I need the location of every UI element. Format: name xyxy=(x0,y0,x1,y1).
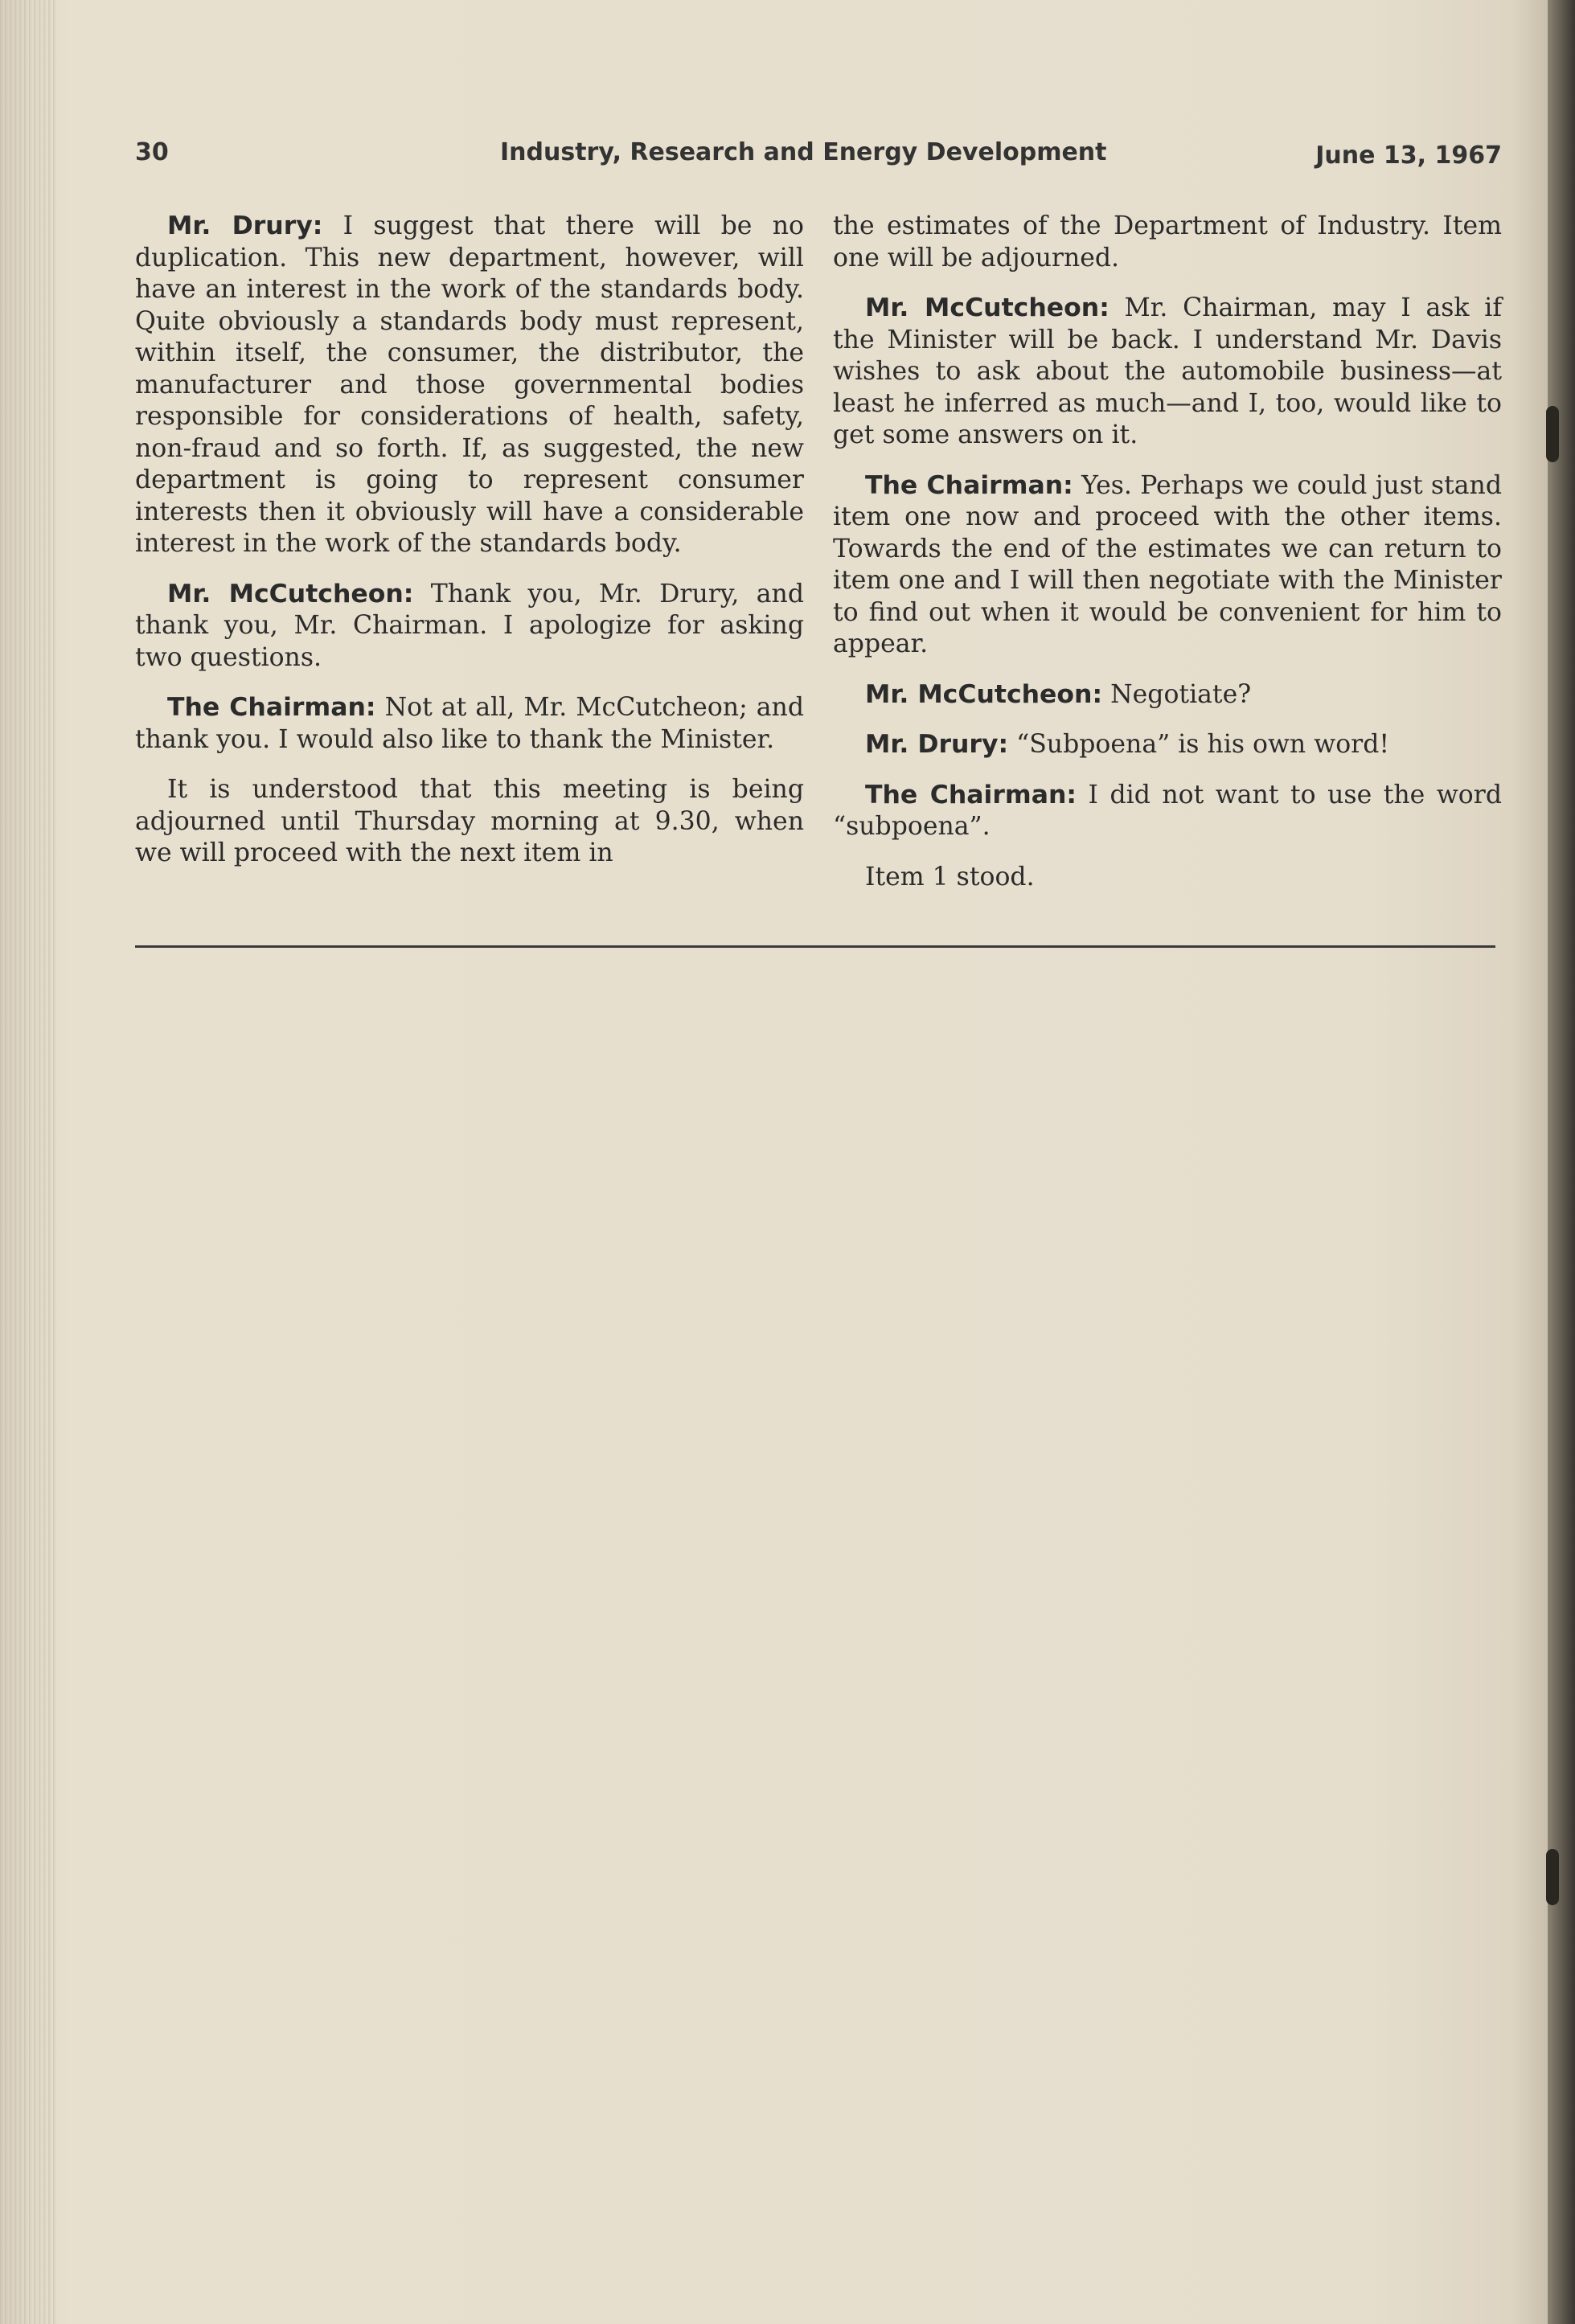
paragraph-text: Item 1 stood. xyxy=(865,862,1035,891)
paragraph-text: Yes. Perhaps we could just stand item one now and proceed with the other items. Towards the end of the estimates we can return to item one and I will then negotiate with the Minister to find out when it would be convenient for him to appear. xyxy=(833,470,1502,658)
right-column xyxy=(833,211,1502,912)
paragraph-text: Mr. Chairman, may I ask if the Minister will be back. I understand Mr. Davis wishes to ask about the automobile business—at least he inferred as much—and I, too, would like to get some answers on it. xyxy=(833,293,1502,449)
paragraph-text: I did not want to use the word “subpoena”. xyxy=(833,780,1502,841)
paragraph xyxy=(135,579,804,674)
paragraph xyxy=(833,211,1502,274)
speaker-name: Mr. Drury: xyxy=(865,730,1009,759)
speaker-name: Mr. McCutcheon: xyxy=(865,679,1103,709)
paragraph xyxy=(833,293,1502,452)
speaker-name: Mr. McCutcheon: xyxy=(167,579,414,609)
paragraph-text: It is understood that this meeting is being adjourned until Thursday morning at 9.30, when we will proceed with the next item in xyxy=(135,775,804,867)
paragraph-text: Thank you, Mr. Drury, and thank you, Mr. Chairman. I apologize for asking two questions. xyxy=(135,579,804,672)
speaker-name: Mr. Drury: xyxy=(167,211,323,240)
left-column xyxy=(135,211,804,888)
paragraph xyxy=(833,729,1502,761)
section-divider xyxy=(135,945,1495,948)
paragraph-text: the estimates of the Department of Industry. Item one will be adjourned. xyxy=(833,211,1502,273)
book-edge xyxy=(1548,0,1575,2324)
paragraph-text: I suggest that there will be no duplication. This new department, however, will have an interest in the work of the standards body. Quite obviously a standards body must represent, within itself, the consumer, the distributor, the manufacturer and those governmental bodies responsible for considerations of health, safety, non-fraud and so forth. If, as suggested, the new department is going to represent consumer interests then it obviously will have a considerable interest in the work of the standards body. xyxy=(135,211,804,558)
paragraph-text: “Subpoena” is his own word! xyxy=(1008,730,1390,759)
paragraph xyxy=(833,862,1502,894)
paragraph xyxy=(135,211,804,560)
running-header xyxy=(135,138,1502,178)
paragraph xyxy=(135,692,804,756)
thumb-tab xyxy=(1546,1849,1559,1905)
paragraph-text: Not at all, Mr. McCutcheon; and thank you. I would also like to thank the Minister. xyxy=(135,693,804,754)
paragraph xyxy=(833,470,1502,661)
speaker-name: The Chairman: xyxy=(167,693,376,722)
page-date: June 13, 1967 xyxy=(1315,141,1502,170)
thumb-tab xyxy=(1546,406,1559,462)
speaker-name: The Chairman: xyxy=(865,780,1077,810)
speaker-name: Mr. McCutcheon: xyxy=(865,293,1109,322)
paragraph xyxy=(833,780,1502,843)
speaker-name: The Chairman: xyxy=(865,470,1073,500)
paragraph-text: Negotiate? xyxy=(1102,679,1252,709)
paragraph xyxy=(135,774,804,870)
paragraph xyxy=(833,679,1502,711)
page-binding xyxy=(0,0,56,2324)
page-number: 30 xyxy=(135,138,169,166)
page-title: Industry, Research and Energy Development xyxy=(500,138,1107,166)
